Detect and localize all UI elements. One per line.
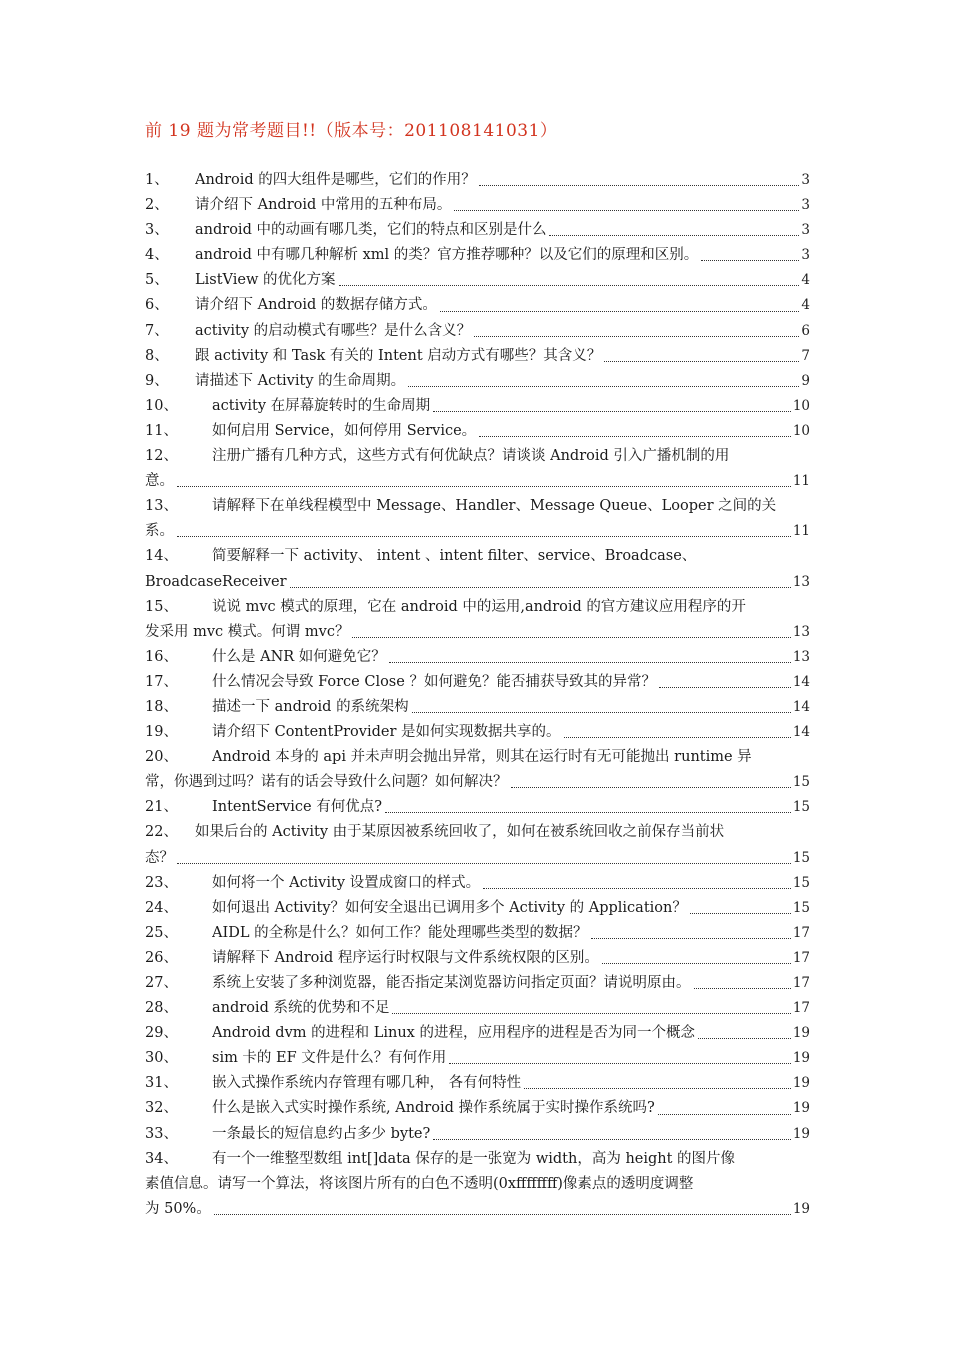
toc-entry-line <box>145 469 810 494</box>
toc-entry-text: 如何退出 Activity？如何安全退出已调用多个 Activity 的 Application？ <box>212 899 687 916</box>
toc-entry-number: 33、 <box>145 1125 178 1142</box>
toc-entry-number: 7、 <box>145 322 169 339</box>
toc-page-number: 3 <box>801 222 810 239</box>
toc-entry[interactable] <box>145 394 810 419</box>
toc-entry-text: Android 本身的 api 并未声明会抛出异常，则其在运行时有无可能抛出 runtime 异 <box>212 749 752 766</box>
toc-entry[interactable] <box>145 344 810 369</box>
toc-leader-dots <box>412 712 791 713</box>
toc-page-number: 3 <box>801 247 810 264</box>
toc-entry-number: 12、 <box>145 448 178 465</box>
toc-entry[interactable] <box>145 695 810 720</box>
toc-entry-line <box>145 846 810 871</box>
toc-leader-dots <box>690 913 791 914</box>
toc-page-number: 19 <box>792 1200 810 1217</box>
toc-page-number: 19 <box>792 1125 810 1142</box>
toc-leader-dots <box>177 863 791 864</box>
toc-leader-dots <box>433 411 791 412</box>
toc-entry-number: 20、 <box>145 749 178 766</box>
toc-entry-text: IntentService 有何优点? <box>212 799 382 816</box>
toc-entry-line <box>145 1122 810 1147</box>
toc-entry-number: 2、 <box>145 197 169 214</box>
toc-entry[interactable] <box>145 1021 810 1046</box>
toc-entry-line <box>145 896 810 921</box>
toc-page-number: 15 <box>792 849 810 866</box>
toc-page-number: 17 <box>792 949 810 966</box>
table-of-contents <box>145 168 810 1222</box>
toc-page-number: 11 <box>792 523 810 540</box>
toc-leader-dots <box>352 637 790 638</box>
toc-entry[interactable] <box>145 369 810 394</box>
toc-page-number: 3 <box>801 197 810 214</box>
toc-entry[interactable] <box>145 494 810 544</box>
toc-entry[interactable] <box>145 544 810 594</box>
toc-entry-text: 意。 <box>145 473 174 490</box>
toc-page-number: 13 <box>792 648 810 665</box>
toc-entry-line <box>145 1172 810 1197</box>
toc-leader-dots <box>483 888 791 889</box>
toc-page-number: 7 <box>801 347 810 364</box>
toc-entry[interactable] <box>145 996 810 1021</box>
toc-leader-dots <box>389 662 791 663</box>
toc-page-number: 19 <box>792 1025 810 1042</box>
toc-entry-number: 1、 <box>145 172 169 188</box>
toc-entry-number: 11、 <box>145 422 178 439</box>
toc-leader-dots <box>454 210 799 211</box>
toc-leader-dots <box>659 687 791 688</box>
toc-entry-number: 27、 <box>145 975 178 991</box>
toc-entry-line <box>145 645 810 670</box>
toc-entry[interactable] <box>145 193 810 218</box>
toc-entry-text: 系统上安装了多种浏览器，能否指定某浏览器访问指定页面？请说明原由。 <box>212 975 691 991</box>
toc-entry-text: 系。 <box>145 523 174 540</box>
toc-leader-dots <box>474 336 799 337</box>
toc-entry-number: 16、 <box>145 648 178 665</box>
toc-entry-text: 请介绍下 ContentProvider 是如何实现数据共享的。 <box>212 724 561 741</box>
toc-entry-number: 24、 <box>145 899 178 916</box>
toc-leader-dots <box>214 1214 791 1215</box>
toc-entry-line <box>145 770 810 795</box>
toc-leader-dots <box>564 737 791 738</box>
toc-entry-line <box>145 168 810 193</box>
toc-entry[interactable] <box>145 293 810 318</box>
toc-entry[interactable] <box>145 168 810 193</box>
toc-page-number: 14 <box>792 724 810 741</box>
toc-entry-text: AIDL 的全称是什么？如何工作？能处理哪些类型的数据？ <box>212 924 588 941</box>
toc-entry[interactable] <box>145 243 810 268</box>
toc-entry-text: 素值信息。请写一个算法，将该图片所有的白色不透明(0xffffffff)像素点的透明度调整 <box>145 1175 694 1192</box>
toc-entry-text: 请描述下 Activity 的生命周期。 <box>195 372 406 389</box>
toc-entry-number: 10、 <box>145 397 178 414</box>
toc-entry-line <box>145 243 810 268</box>
toc-entry[interactable] <box>145 419 810 444</box>
toc-entry-text: BroadcaseReceiver <box>145 573 287 590</box>
toc-entry[interactable] <box>145 319 810 344</box>
toc-entry[interactable] <box>145 1147 810 1222</box>
toc-entry-number: 5、 <box>145 272 169 289</box>
toc-entry-text: 常，你遇到过吗？诺有的话会导致什么问题？如何解决？ <box>145 774 508 791</box>
toc-entry-number: 31、 <box>145 1075 178 1092</box>
toc-entry[interactable] <box>145 444 810 494</box>
toc-entry-text: android 中有哪几种解析 xml 的类？官方推荐哪种？以及它们的原理和区别。 <box>195 247 699 264</box>
toc-entry-number: 25、 <box>145 924 178 941</box>
toc-entry[interactable] <box>145 595 810 645</box>
toc-page-number: 17 <box>792 1000 810 1017</box>
toc-page-number: 19 <box>792 1100 810 1117</box>
toc-leader-dots <box>440 311 800 312</box>
toc-entry-line <box>145 720 810 745</box>
toc-entry[interactable] <box>145 946 810 971</box>
toc-entry-line <box>145 1147 810 1172</box>
toc-entry-line <box>145 344 810 369</box>
toc-leader-dots <box>701 260 799 261</box>
toc-page-number: 15 <box>792 874 810 891</box>
toc-entry-text: 请介绍下 Android 的数据存储方式。 <box>195 297 437 314</box>
toc-entry-text: sim 卡的 EF 文件是什么？有何作用 <box>212 1050 447 1067</box>
toc-entry-text: 如何将一个 Activity 设置成窗口的样式。 <box>212 874 481 891</box>
toc-entry-number: 21、 <box>145 799 178 816</box>
toc-entry-line <box>145 519 810 544</box>
toc-entry-line <box>145 871 810 896</box>
toc-leader-dots <box>602 963 791 964</box>
toc-page-number: 3 <box>801 172 810 188</box>
toc-entry-text: 如何启用 Service，如何停用 Service。 <box>212 422 477 439</box>
toc-entry-text: 什么情况会导致 Force Close ？如何避免？能否捕获导致其的异常？ <box>212 673 656 690</box>
toc-entry-number: 4、 <box>145 247 169 264</box>
toc-entry-text: 说说 mvc 模式的原理，它在 android 中的运用,android 的官方建议应用程序的开 <box>212 598 746 615</box>
toc-entry-line <box>145 820 810 845</box>
toc-entry-text: 请解释下 Android 程序运行时权限与文件系统权限的区别。 <box>212 949 599 966</box>
toc-entry-text: android 中的动画有哪几类，它们的特点和区别是什么 <box>195 222 547 239</box>
toc-entry-line <box>145 544 810 569</box>
toc-entry-number: 28、 <box>145 1000 178 1017</box>
toc-entry-text: activity 的启动模式有哪些？是什么含义？ <box>195 322 472 339</box>
toc-entry[interactable] <box>145 971 810 996</box>
toc-leader-dots <box>591 938 791 939</box>
toc-entry-line <box>145 1096 810 1121</box>
toc-page-number: 9 <box>801 372 810 389</box>
toc-entry-number: 32、 <box>145 1100 178 1117</box>
toc-entry[interactable] <box>145 645 810 670</box>
toc-entry-line <box>145 218 810 243</box>
toc-entry-line <box>145 1071 810 1096</box>
toc-leader-dots <box>392 1013 790 1014</box>
toc-leader-dots <box>511 787 791 788</box>
toc-entry-line <box>145 921 810 946</box>
toc-page-number: 4 <box>801 297 810 314</box>
toc-entry[interactable] <box>145 1071 810 1096</box>
toc-page-number: 19 <box>792 1075 810 1092</box>
toc-entry[interactable] <box>145 1046 810 1071</box>
toc-entry[interactable] <box>145 871 810 896</box>
toc-entry-number: 13、 <box>145 498 178 515</box>
toc-entry-line <box>145 745 810 770</box>
toc-leader-dots <box>408 386 799 387</box>
toc-entry-line <box>145 193 810 218</box>
toc-entry[interactable] <box>145 896 810 921</box>
toc-entry-line <box>145 1021 810 1046</box>
toc-entry-line <box>145 1046 810 1071</box>
toc-page-number: 10 <box>792 397 810 414</box>
toc-entry-line <box>145 670 810 695</box>
toc-entry-number: 3、 <box>145 222 169 239</box>
toc-entry-number: 29、 <box>145 1025 178 1042</box>
toc-page-number: 14 <box>792 698 810 715</box>
toc-leader-dots <box>479 436 791 437</box>
toc-page-number: 17 <box>792 975 810 991</box>
toc-entry[interactable] <box>145 218 810 243</box>
toc-leader-dots <box>449 1063 791 1064</box>
toc-entry-line <box>145 620 810 645</box>
toc-page-number: 15 <box>792 799 810 816</box>
toc-entry-line <box>145 996 810 1021</box>
toc-entry-text: 什么是 ANR 如何避免它？ <box>212 648 386 665</box>
toc-entry-text: android 系统的优势和不足 <box>212 1000 390 1017</box>
toc-page-number: 13 <box>792 573 810 590</box>
toc-leader-dots <box>290 587 791 588</box>
toc-entry[interactable] <box>145 795 810 820</box>
toc-entry-number: 8、 <box>145 347 169 364</box>
toc-entry-line <box>145 293 810 318</box>
toc-leader-dots <box>433 1139 791 1140</box>
toc-entry-line <box>145 494 810 519</box>
toc-leader-dots <box>524 1088 791 1089</box>
toc-entry-text: 请介绍下 Android 中常用的五种布局。 <box>195 197 452 214</box>
toc-entry-text: 描述一下 android 的系统架构 <box>212 698 409 715</box>
toc-leader-dots <box>177 536 791 537</box>
toc-entry-text: 嵌入式操作系统内存管理有哪几种， 各有何特性 <box>212 1075 522 1092</box>
toc-entry-number: 14、 <box>145 548 178 565</box>
toc-entry-text: Android 的四大组件是哪些，它们的作用？ <box>195 172 476 188</box>
toc-entry-text: 一条最长的短信息约占多少 byte? <box>212 1125 431 1142</box>
toc-page-number: 15 <box>792 899 810 916</box>
toc-entry-number: 15、 <box>145 598 178 615</box>
toc-entry-line <box>145 394 810 419</box>
toc-entry-number: 23、 <box>145 874 178 891</box>
toc-entry-number: 34、 <box>145 1150 178 1167</box>
toc-entry-line <box>145 319 810 344</box>
toc-entry-text: 跟 activity 和 Task 有关的 Intent 启动方式有哪些？其含义？ <box>195 347 602 364</box>
toc-page-number: 19 <box>792 1050 810 1067</box>
toc-entry-line <box>145 946 810 971</box>
toc-entry[interactable] <box>145 720 810 745</box>
toc-entry[interactable] <box>145 745 810 795</box>
toc-leader-dots <box>177 486 791 487</box>
toc-leader-dots <box>694 988 791 989</box>
toc-page-number: 15 <box>792 774 810 791</box>
toc-entry-line <box>145 444 810 469</box>
toc-entry-text: 请解释下在单线程模型中 Message、Handler、Message Queue、Looper 之间的关 <box>212 498 777 515</box>
toc-entry-line <box>145 369 810 394</box>
toc-entry-line <box>145 695 810 720</box>
toc-entry-number: 17、 <box>145 673 178 690</box>
toc-entry-text: 简要解释一下 activity、 intent 、intent filter、service、Broadcase、 <box>212 548 697 565</box>
toc-entry-text: 什么是嵌入式实时操作系统, Android 操作系统属于实时操作系统吗? <box>212 1100 655 1117</box>
toc-entry-line <box>145 1197 810 1222</box>
toc-entry-text: 发采用 mvc 模式。何谓 mvc？ <box>145 623 350 640</box>
toc-entry-text: Android dvm 的进程和 Linux 的进程，应用程序的进程是否为同一个概念 <box>212 1025 695 1042</box>
toc-entry-text: 为 50%。 <box>145 1200 211 1217</box>
toc-entry[interactable] <box>145 921 810 946</box>
toc-entry-number: 19、 <box>145 724 178 741</box>
toc-page-number: 4 <box>801 272 810 289</box>
toc-entry-text: ListView 的优化方案 <box>195 272 336 289</box>
toc-entry[interactable] <box>145 1096 810 1121</box>
toc-entry-text: 如果后台的 Activity 由于某原因被系统回收了，如何在被系统回收之前保存当前状 <box>195 824 725 841</box>
toc-entry[interactable] <box>145 1122 810 1147</box>
toc-leader-dots <box>549 235 799 236</box>
toc-entry-line <box>145 268 810 293</box>
toc-entry-text: 有一个一维整型数组 int[]data 保存的是一张宽为 width，高为 height 的图片像 <box>212 1150 736 1167</box>
toc-page-number: 14 <box>792 673 810 690</box>
toc-entry[interactable] <box>145 820 810 870</box>
toc-page-number: 17 <box>792 924 810 941</box>
toc-leader-dots <box>698 1038 791 1039</box>
toc-entry-text: 态？ <box>145 849 174 866</box>
toc-page-number: 6 <box>801 322 810 339</box>
toc-leader-dots <box>604 361 799 362</box>
toc-page-number: 13 <box>792 623 810 640</box>
toc-entry-number: 26、 <box>145 949 178 966</box>
toc-page-number: 10 <box>792 422 810 439</box>
toc-entry[interactable] <box>145 268 810 293</box>
toc-entry-number: 30、 <box>145 1050 178 1067</box>
toc-leader-dots <box>479 185 800 186</box>
toc-leader-dots <box>339 285 800 286</box>
toc-entry-line <box>145 419 810 444</box>
document-title: 前 19 题为常考题目!!（版本号：201108141031） <box>145 121 558 141</box>
toc-entry-line <box>145 570 810 595</box>
toc-leader-dots <box>385 812 791 813</box>
toc-entry-line <box>145 595 810 620</box>
toc-entry-text: 注册广播有几种方式，这些方式有何优缺点？请谈谈 Android 引入广播机制的用 <box>212 448 730 465</box>
toc-entry-number: 22、 <box>145 824 178 841</box>
toc-entry-number: 6、 <box>145 297 169 314</box>
toc-page-number: 11 <box>792 473 810 490</box>
toc-entry-number: 18、 <box>145 698 178 715</box>
toc-leader-dots <box>658 1114 791 1115</box>
toc-entry-line <box>145 795 810 820</box>
toc-entry-number: 9、 <box>145 372 169 389</box>
toc-entry-line <box>145 971 810 996</box>
toc-entry[interactable] <box>145 670 810 695</box>
toc-entry-text: activity 在屏幕旋转时的生命周期 <box>212 397 431 414</box>
